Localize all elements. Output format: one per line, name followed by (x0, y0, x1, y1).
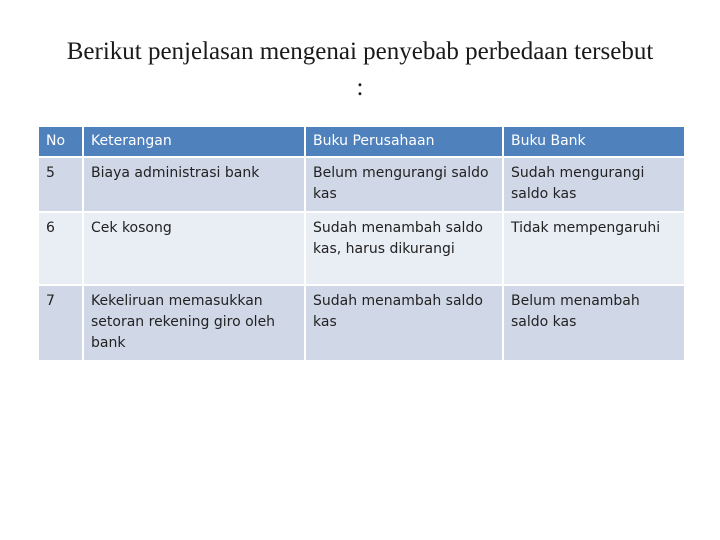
table-row (38, 157, 685, 212)
cell-buku-perusahaan: Sudah menambah saldo kas (305, 285, 503, 361)
cell-keterangan: Cek kosong (83, 212, 305, 285)
header-buku-perusahaan: Buku Perusahaan (305, 126, 503, 157)
cell-buku-bank: Tidak mempengaruhi (503, 212, 685, 285)
cell-no: 7 (38, 285, 83, 361)
cell-keterangan: Kekeliruan memasukkan setoran rekening giro oleh bank (83, 285, 305, 361)
cell-buku-perusahaan: Sudah menambah saldo kas, harus dikurangi (305, 212, 503, 285)
cell-buku-bank: Belum menambah saldo kas (503, 285, 685, 361)
cell-buku-bank: Sudah mengurangi saldo kas (503, 157, 685, 212)
explanation-table (37, 125, 686, 362)
table-header-row (38, 126, 685, 157)
table-row (38, 285, 685, 361)
title-line-1: Berikut penjelasan mengenai penyebab perbedaan tersebut (66, 38, 654, 65)
cell-buku-perusahaan: Belum mengurangi saldo kas (305, 157, 503, 212)
table-row (38, 212, 685, 285)
page-title (20, 34, 700, 106)
cell-no: 5 (38, 157, 83, 212)
header-keterangan: Keterangan (83, 126, 305, 157)
header-no: No (38, 126, 83, 157)
title-line-2: : (356, 74, 364, 101)
cell-keterangan: Biaya administrasi bank (83, 157, 305, 212)
cell-no: 6 (38, 212, 83, 285)
header-buku-bank: Buku Bank (503, 126, 685, 157)
